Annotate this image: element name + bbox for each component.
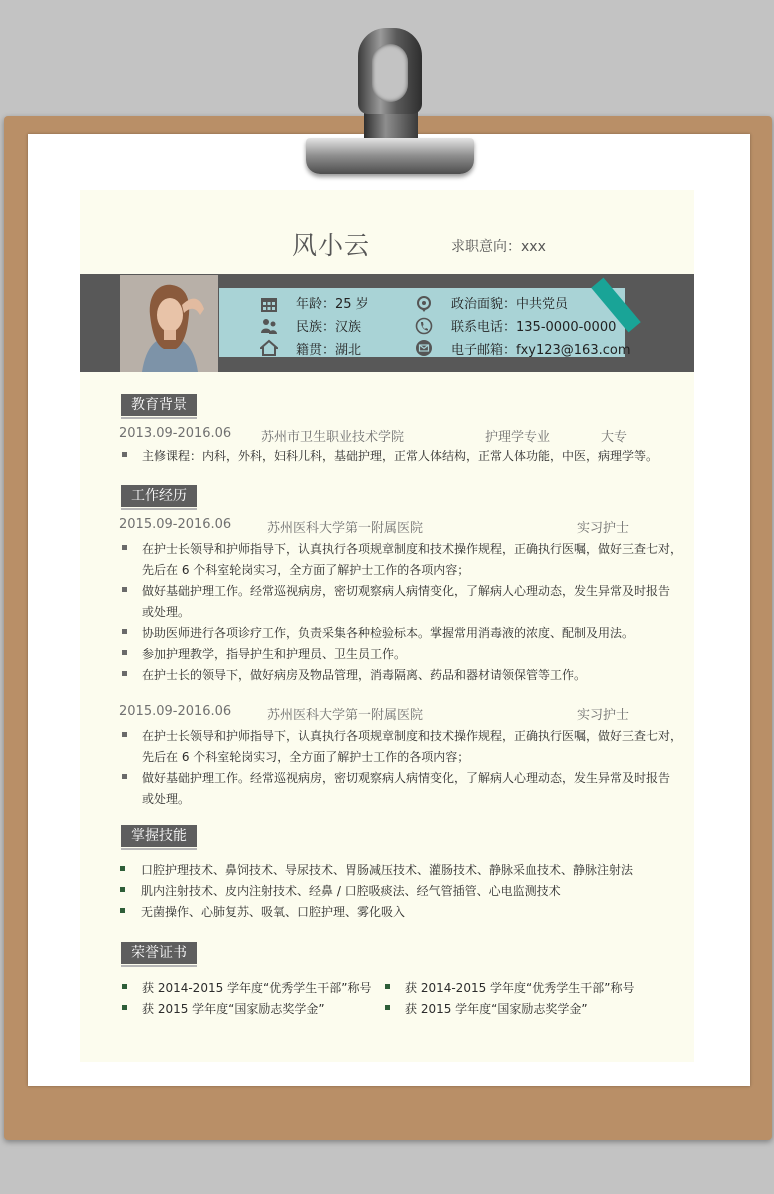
- job-line: 参加护理教学，指导护生和护理员、卫生员工作。: [142, 647, 407, 661]
- job-intent: 求职意向：xxx: [451, 239, 546, 255]
- job-line: 先后在 6 个科室轮岗实习，全方面了解护士工作的各项内容；: [142, 750, 470, 764]
- job-org: 苏州医科大学第一附属医院: [267, 521, 424, 536]
- info-ethnicity: 民族：汉族: [296, 320, 362, 335]
- job-line: 或处理。: [142, 792, 191, 806]
- skill-item: 口腔护理技术、鼻饲技术、导尿技术、胃肠减压技术、灌肠技术、静脉采血技术、静脉注射法: [141, 863, 634, 877]
- honor-item: 获 2014-2015 学年度“优秀学生干部”称号: [405, 981, 635, 995]
- job-line: 在护士长领导和护师指导下，认真执行各项规章制度和技术操作规程，正确执行医嘱，做好三查七对，: [142, 542, 683, 556]
- section-work-title: 工作经历: [121, 485, 197, 507]
- job-role: 实习护士: [577, 708, 630, 723]
- bullet: [385, 1005, 390, 1010]
- home-icon: [260, 339, 278, 357]
- email-icon: [415, 339, 433, 357]
- job-role: 实习护士: [577, 521, 630, 536]
- edu-courses: 主修课程：内科，外科，妇科儿科，基础护理，正常人体结构，正常人体功能，中医，病理学等。: [142, 449, 659, 463]
- honor-item: 获 2015 学年度“国家励志奖学金”: [142, 1002, 325, 1016]
- bullet: [122, 452, 127, 457]
- job-line: 在护士长领导和护师指导下，认真执行各项规章制度和技术操作规程，正确执行医嘱，做好三查七对，: [142, 729, 683, 743]
- info-email: 电子邮箱：fxy123@163.com: [451, 343, 631, 358]
- bullet: [120, 887, 125, 892]
- info-age: 年龄：25 岁: [296, 297, 369, 312]
- info-political: 政治面貌：中共党员: [451, 297, 569, 312]
- job-org: 苏州医科大学第一附属医院: [267, 708, 424, 723]
- section-education-title: 教育背景: [121, 394, 197, 416]
- phone-icon: [415, 317, 433, 335]
- profile-photo: [120, 275, 218, 372]
- info-hometown: 籍贯：湖北: [296, 343, 362, 358]
- bullet: [120, 908, 125, 913]
- job-period: 2015.09-2016.06: [119, 517, 232, 532]
- skill-item: 无菌操作、心肺复苏、吸氧、口腔护理、雾化吸入: [141, 905, 406, 919]
- bullet: [122, 629, 127, 634]
- edu-period: 2013.09-2016.06: [119, 426, 232, 441]
- honor-item: 获 2015 学年度“国家励志奖学金”: [405, 1002, 588, 1016]
- job-line: 做好基础护理工作。经常巡视病房，密切观察病人病情变化，了解病人心理动态，发生异常及时报告: [142, 771, 671, 785]
- bullet: [122, 650, 127, 655]
- section-skills-title: 掌握技能: [121, 825, 197, 847]
- bullet: [122, 732, 127, 737]
- bullet: [385, 984, 390, 989]
- clip-ring-hole: [372, 44, 408, 102]
- bullet: [122, 671, 127, 676]
- job-line: 协助医师进行各项诊疗工作，负责采集各种检验标本。掌握常用消毒液的浓度、配制及用法。: [142, 626, 635, 640]
- applicant-name: 风小云: [292, 231, 371, 260]
- job-line: 做好基础护理工作。经常巡视病房，密切观察病人病情变化，了解病人心理动态，发生异常及时报告: [142, 584, 671, 598]
- clip-base: [306, 138, 474, 174]
- people-icon: [260, 317, 278, 335]
- location-icon: [415, 295, 433, 313]
- section-honors-title: 荣誉证书: [121, 942, 197, 964]
- job-line: 在护士长的领导下，做好病房及物品管理，消毒隔离、药品和器材请领保管等工作。: [142, 668, 587, 682]
- bullet: [122, 984, 127, 989]
- skill-item: 肌内注射技术、皮内注射技术、经鼻 / 口腔吸痰法、经气管插管、心电监测技术: [141, 884, 561, 898]
- calendar-icon: [260, 295, 278, 313]
- bullet: [122, 1005, 127, 1010]
- edu-degree: 大专: [601, 430, 628, 445]
- info-phone: 联系电话：135-0000-0000: [451, 320, 617, 335]
- bullet: [122, 587, 127, 592]
- honor-item: 获 2014-2015 学年度“优秀学生干部”称号: [142, 981, 372, 995]
- edu-major: 护理学专业: [485, 430, 551, 445]
- bullet: [122, 774, 127, 779]
- edu-school: 苏州市卫生职业技术学院: [261, 430, 405, 445]
- bullet: [122, 545, 127, 550]
- job-line: 先后在 6 个科室轮岗实习，全方面了解护士工作的各项内容；: [142, 563, 470, 577]
- job-period: 2015.09-2016.06: [119, 704, 232, 719]
- bullet: [120, 866, 125, 871]
- job-line: 或处理。: [142, 605, 191, 619]
